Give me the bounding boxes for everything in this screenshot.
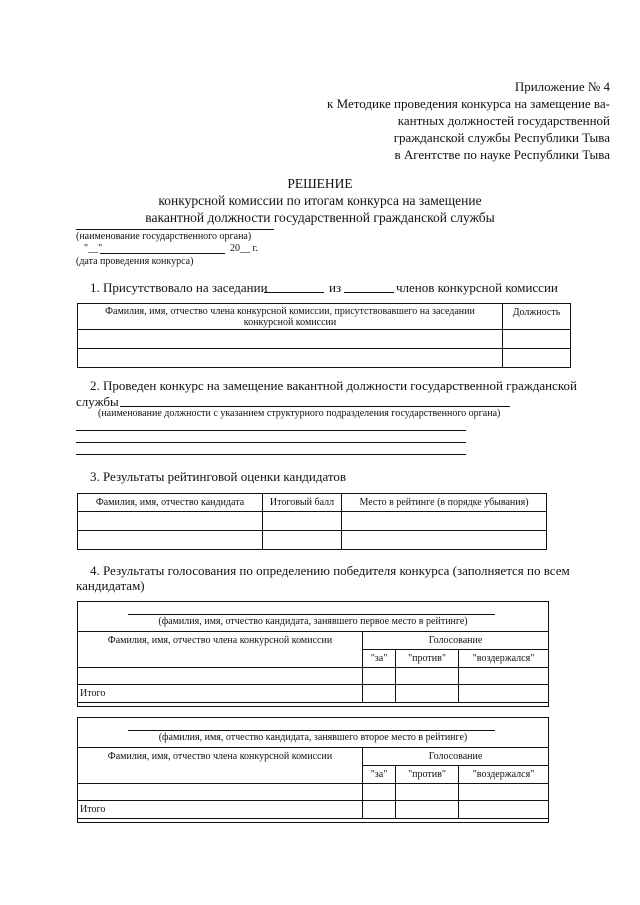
table-row [78,531,547,550]
table-row [78,330,571,349]
candidate-name-field[interactable] [128,614,495,615]
section1-text-c: членов конкурсной комиссии [396,280,558,295]
candidate-name-field[interactable] [128,730,495,731]
table-row [78,801,549,819]
position-name-line[interactable] [76,442,466,443]
table-cell[interactable] [263,512,342,531]
table-cell[interactable] [503,349,571,368]
voting-block-first-place [77,601,549,707]
table-cell[interactable] [396,784,459,801]
table-cell[interactable] [396,668,459,685]
voting-header: Голосование [363,748,549,766]
date-caption: (дата проведения конкурса) [76,256,194,267]
table-header-row [78,304,571,330]
table-cell[interactable] [503,330,571,349]
section4-text-line2: кандидатам) [76,578,145,593]
rank-header: Место в рейтинге (в порядке убывания) [342,494,547,512]
org-name-line[interactable] [76,229,274,230]
table-cell[interactable] [342,531,547,550]
table-cell[interactable] [363,685,396,703]
voting-header: Голосование [363,632,549,650]
table-row [78,349,571,368]
total-count-field[interactable] [344,292,394,293]
appendix-line: в Агентстве по науке Республики Тыва [394,147,610,162]
position-name-line[interactable] [76,430,466,431]
vote-for-header: "за" [363,650,396,668]
date-month-line[interactable] [100,253,225,254]
vote-abstain-header: "воздержался" [459,650,549,668]
voting-block-second-place [77,717,549,823]
table-row [78,784,549,801]
member-name-header: Фамилия, имя, отчество члена конкурсной комиссии [78,632,363,668]
member-name-header: Фамилия, имя, отчество члена конкурсной комиссии [78,748,363,784]
section1-text-a: 1. Присутствовало на заседании [90,280,268,295]
table-cell[interactable] [396,685,459,703]
attendance-table [77,303,571,368]
table-cell[interactable] [342,512,547,531]
table-header-row [78,748,549,766]
date-day: "__" [84,243,103,254]
section1-text-b: из [329,280,342,295]
title-line: конкурсной комиссии по итогам конкурса на замещение [158,193,482,208]
table-cell[interactable] [78,668,363,685]
table-header-row [78,494,547,512]
position-name-line[interactable] [76,454,466,455]
table-header-row [78,632,549,650]
candidate-caption: (фамилия, имя, отчество кандидата, занявшего первое место в рейтинге) [158,616,468,627]
table-cell[interactable] [363,801,396,819]
appendix-line: гражданской службы Республики Тыва [393,130,610,145]
candidate-caption: (фамилия, имя, отчество кандидата, занявшего второе место в рейтинге) [158,732,468,743]
table-row [78,668,549,685]
table-cell[interactable] [78,531,263,550]
date-year: 20__ г. [230,243,258,254]
appendix-line: кантных должностей государственной [397,113,610,128]
table-cell[interactable] [459,668,549,685]
total-label: Итого [78,801,363,819]
table-cell[interactable] [78,512,263,531]
org-caption: (наименование государственного органа) [76,231,252,242]
table-row [78,512,547,531]
rating-table [77,493,547,550]
document-title [0,175,640,226]
vote-against-header: "против" [396,766,459,784]
section3-text: 3. Результаты рейтинговой оценки кандидатов [90,469,347,484]
table-cell[interactable] [459,685,549,703]
vote-for-header: "за" [363,766,396,784]
table-cell[interactable] [396,801,459,819]
vote-against-header: "против" [396,650,459,668]
title-heading: РЕШЕНИЕ [287,176,353,191]
table-cell[interactable] [459,801,549,819]
total-label: Итого [78,685,363,703]
appendix-line: к Методике проведения конкурса на замещение ва- [327,96,610,111]
section4-text-line1: 4. Результаты голосования по определению победителя конкурса (заполняется по всем [90,563,570,578]
table-cell[interactable] [263,531,342,550]
position-header: Должность [503,304,571,330]
table-cell[interactable] [78,349,503,368]
member-name-header: Фамилия, имя, отчество члена конкурсной комиссии, присутствовавшего на заседании конкурсной комиссии [78,304,503,330]
title-line: вакантной должности государственной гражданской службы [145,210,495,225]
present-count-field[interactable] [264,292,324,293]
table-cell[interactable] [459,784,549,801]
candidate-name-header: Фамилия, имя, отчество кандидата [78,494,263,512]
score-header: Итоговый балл [263,494,342,512]
position-name-field[interactable] [120,406,510,407]
section2-text-line1: 2. Проведен конкурс на замещение вакантной должности государственной гражданской [90,378,577,393]
appendix-header [310,78,610,163]
table-row [78,685,549,703]
table-cell[interactable] [363,784,396,801]
table-cell[interactable] [363,668,396,685]
appendix-line: Приложение № 4 [514,79,610,94]
voting-table [77,747,549,819]
table-cell[interactable] [78,330,503,349]
voting-table [77,631,549,703]
position-caption: (наименование должности с указанием структурного подразделения государственного органа) [98,408,501,419]
table-cell[interactable] [78,784,363,801]
section2-text-line2: службы [76,394,119,409]
vote-abstain-header: "воздержался" [459,766,549,784]
